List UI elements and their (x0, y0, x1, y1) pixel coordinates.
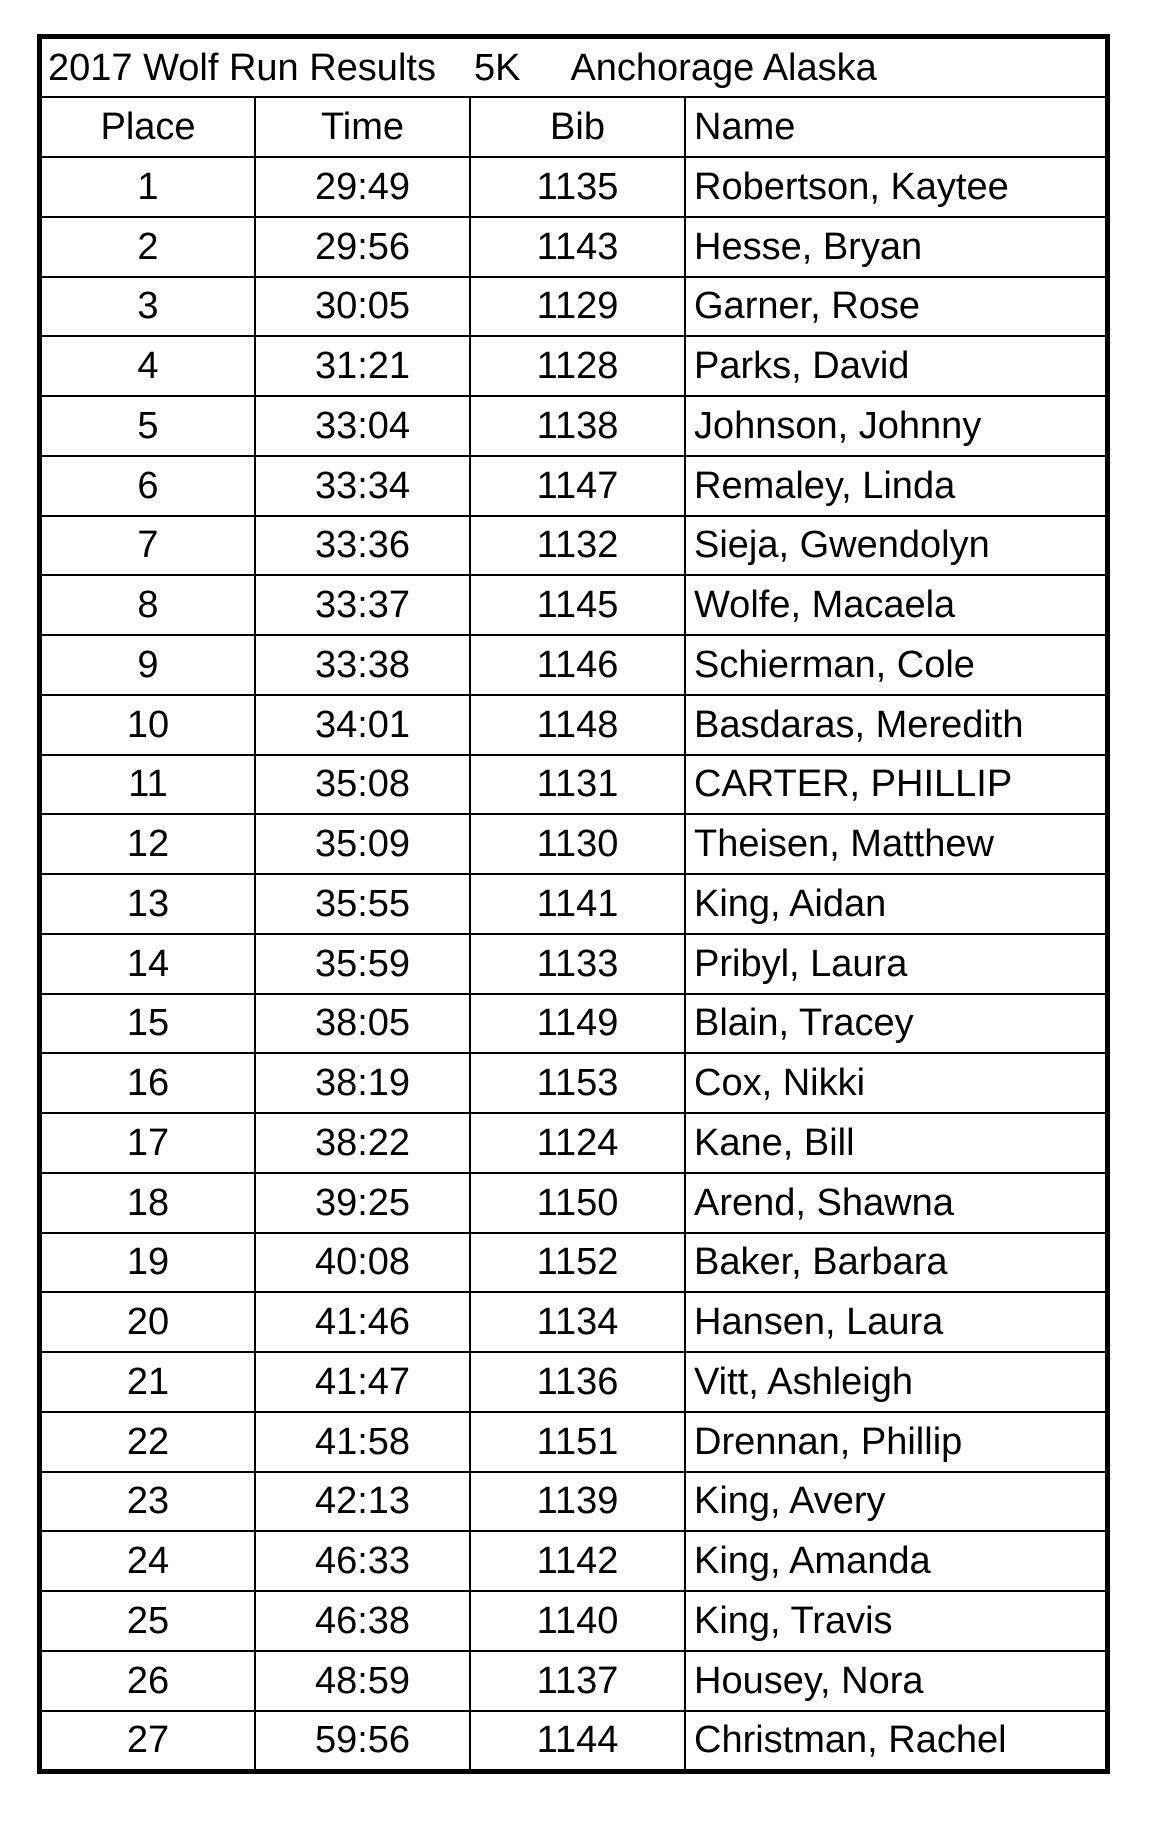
bib-cell: 1134 (470, 1292, 685, 1352)
column-header-bib: Bib (470, 97, 685, 157)
time-cell: 31:21 (255, 336, 470, 396)
time-cell: 41:47 (255, 1352, 470, 1412)
table-row (42, 695, 1105, 755)
table-row (42, 1233, 1105, 1293)
bib-cell: 1148 (470, 695, 685, 755)
name-cell: Housey, Nora (685, 1651, 1105, 1711)
table-row (42, 1053, 1105, 1113)
place-cell: 19 (42, 1233, 255, 1293)
table-row (42, 1531, 1105, 1591)
name-cell: Remaley, Linda (685, 456, 1105, 516)
time-cell: 42:13 (255, 1472, 470, 1532)
event-title: 2017 Wolf Run Results (48, 46, 436, 89)
column-header-place: Place (42, 97, 255, 157)
bib-cell: 1149 (470, 994, 685, 1054)
name-cell: King, Amanda (685, 1531, 1105, 1591)
name-cell: Basdaras, Meredith (685, 695, 1105, 755)
time-cell: 38:05 (255, 994, 470, 1054)
name-cell: Christman, Rachel (685, 1711, 1105, 1770)
name-cell: CARTER, PHILLIP (685, 755, 1105, 815)
bib-cell: 1146 (470, 635, 685, 695)
table-row (42, 157, 1105, 217)
name-cell: King, Travis (685, 1591, 1105, 1651)
table-row (42, 516, 1105, 576)
table-row (42, 1472, 1105, 1532)
name-cell: Robertson, Kaytee (685, 157, 1105, 217)
table-row (42, 575, 1105, 635)
time-cell: 35:59 (255, 934, 470, 994)
place-cell: 17 (42, 1113, 255, 1173)
place-cell: 12 (42, 814, 255, 874)
table-row (42, 1292, 1105, 1352)
place-cell: 1 (42, 157, 255, 217)
place-cell: 4 (42, 336, 255, 396)
time-cell: 48:59 (255, 1651, 470, 1711)
time-cell: 29:49 (255, 157, 470, 217)
name-cell: Kane, Bill (685, 1113, 1105, 1173)
place-cell: 21 (42, 1352, 255, 1412)
place-cell: 25 (42, 1591, 255, 1651)
name-cell: Vitt, Ashleigh (685, 1352, 1105, 1412)
time-cell: 33:04 (255, 396, 470, 456)
table-row (42, 396, 1105, 456)
table-row (42, 874, 1105, 934)
column-header-time: Time (255, 97, 470, 157)
place-cell: 9 (42, 635, 255, 695)
bib-cell: 1138 (470, 396, 685, 456)
bib-cell: 1137 (470, 1651, 685, 1711)
time-cell: 59:56 (255, 1711, 470, 1770)
table-row (42, 277, 1105, 337)
time-cell: 46:38 (255, 1591, 470, 1651)
name-cell: Johnson, Johnny (685, 396, 1105, 456)
bib-cell: 1136 (470, 1352, 685, 1412)
name-cell: Sieja, Gwendolyn (685, 516, 1105, 576)
event-location: Anchorage Alaska (570, 46, 877, 89)
place-cell: 20 (42, 1292, 255, 1352)
time-cell: 38:19 (255, 1053, 470, 1113)
table-row (42, 1113, 1105, 1173)
place-cell: 7 (42, 516, 255, 576)
bib-cell: 1142 (470, 1531, 685, 1591)
table-row (42, 1711, 1105, 1770)
title-row (42, 39, 1105, 97)
place-cell: 5 (42, 396, 255, 456)
bib-cell: 1131 (470, 755, 685, 815)
table-row (42, 755, 1105, 815)
time-cell: 33:34 (255, 456, 470, 516)
table-row (42, 336, 1105, 396)
name-cell: Parks, David (685, 336, 1105, 396)
results-sheet (37, 34, 1110, 1774)
name-cell: Schierman, Cole (685, 635, 1105, 695)
place-cell: 2 (42, 217, 255, 277)
name-cell: King, Avery (685, 1472, 1105, 1532)
bib-cell: 1141 (470, 874, 685, 934)
place-cell: 18 (42, 1173, 255, 1233)
name-cell: King, Aidan (685, 874, 1105, 934)
time-cell: 46:33 (255, 1531, 470, 1591)
table-row (42, 1173, 1105, 1233)
bib-cell: 1150 (470, 1173, 685, 1233)
place-cell: 11 (42, 755, 255, 815)
event-distance: 5K (473, 46, 521, 89)
bib-cell: 1128 (470, 336, 685, 396)
name-cell: Pribyl, Laura (685, 934, 1105, 994)
name-cell: Hansen, Laura (685, 1292, 1105, 1352)
time-cell: 35:08 (255, 755, 470, 815)
table-row (42, 1591, 1105, 1651)
time-cell: 35:09 (255, 814, 470, 874)
bib-cell: 1145 (470, 575, 685, 635)
place-cell: 24 (42, 1531, 255, 1591)
bib-cell: 1124 (470, 1113, 685, 1173)
bib-cell: 1151 (470, 1412, 685, 1472)
name-cell: Garner, Rose (685, 277, 1105, 337)
time-cell: 41:46 (255, 1292, 470, 1352)
place-cell: 10 (42, 695, 255, 755)
table-row (42, 814, 1105, 874)
name-cell: Drennan, Phillip (685, 1412, 1105, 1472)
time-cell: 33:38 (255, 635, 470, 695)
place-cell: 6 (42, 456, 255, 516)
name-cell: Baker, Barbara (685, 1233, 1105, 1293)
bib-cell: 1139 (470, 1472, 685, 1532)
place-cell: 8 (42, 575, 255, 635)
place-cell: 22 (42, 1412, 255, 1472)
bib-cell: 1153 (470, 1053, 685, 1113)
place-cell: 15 (42, 994, 255, 1054)
results-table (42, 39, 1105, 1769)
table-row (42, 217, 1105, 277)
time-cell: 29:56 (255, 217, 470, 277)
place-cell: 14 (42, 934, 255, 994)
table-row (42, 1412, 1105, 1472)
table-row (42, 1651, 1105, 1711)
name-cell: Wolfe, Macaela (685, 575, 1105, 635)
table-row (42, 994, 1105, 1054)
place-cell: 26 (42, 1651, 255, 1711)
table-row (42, 1352, 1105, 1412)
name-cell: Hesse, Bryan (685, 217, 1105, 277)
place-cell: 13 (42, 874, 255, 934)
time-cell: 35:55 (255, 874, 470, 934)
bib-cell: 1133 (470, 934, 685, 994)
bib-cell: 1147 (470, 456, 685, 516)
time-cell: 41:58 (255, 1412, 470, 1472)
time-cell: 30:05 (255, 277, 470, 337)
bib-cell: 1152 (470, 1233, 685, 1293)
place-cell: 23 (42, 1472, 255, 1532)
bib-cell: 1143 (470, 217, 685, 277)
table-title (42, 39, 1105, 97)
bib-cell: 1130 (470, 814, 685, 874)
time-cell: 34:01 (255, 695, 470, 755)
place-cell: 27 (42, 1711, 255, 1770)
place-cell: 16 (42, 1053, 255, 1113)
table-row (42, 934, 1105, 994)
bib-cell: 1132 (470, 516, 685, 576)
time-cell: 33:37 (255, 575, 470, 635)
header-row (42, 97, 1105, 157)
bib-cell: 1144 (470, 1711, 685, 1770)
time-cell: 33:36 (255, 516, 470, 576)
name-cell: Theisen, Matthew (685, 814, 1105, 874)
name-cell: Blain, Tracey (685, 994, 1105, 1054)
name-cell: Arend, Shawna (685, 1173, 1105, 1233)
table-row (42, 456, 1105, 516)
place-cell: 3 (42, 277, 255, 337)
time-cell: 38:22 (255, 1113, 470, 1173)
time-cell: 39:25 (255, 1173, 470, 1233)
bib-cell: 1129 (470, 277, 685, 337)
column-header-name: Name (685, 97, 1105, 157)
table-row (42, 635, 1105, 695)
name-cell: Cox, Nikki (685, 1053, 1105, 1113)
time-cell: 40:08 (255, 1233, 470, 1293)
bib-cell: 1135 (470, 157, 685, 217)
bib-cell: 1140 (470, 1591, 685, 1651)
